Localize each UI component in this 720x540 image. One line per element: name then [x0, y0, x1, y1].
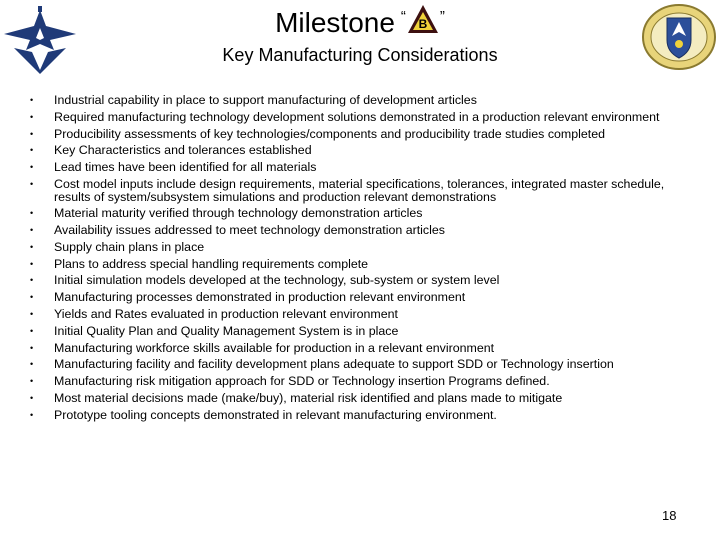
- bullet-dot-icon: •: [30, 308, 34, 319]
- bullet-item: [26, 325, 698, 338]
- bullet-text: Manufacturing facility and facility development plans adequate to support SDD or Technology insertion: [54, 357, 614, 372]
- bullet-dot-icon: •: [30, 241, 34, 252]
- bullet-dot-icon: •: [30, 275, 34, 286]
- bullet-item: [26, 291, 698, 304]
- title-text: Milestone: [275, 7, 395, 38]
- bullet-text: Most material decisions made (make/buy), material risk identified and plans made to mitigate: [54, 390, 563, 405]
- bullet-item: [26, 94, 698, 107]
- bullet-item: [26, 258, 698, 271]
- bullet-text: Lead times have been identified for all materials: [54, 160, 317, 175]
- bullet-text: Manufacturing workforce skills available for production in a relevant environment: [54, 340, 495, 355]
- bullet-text: Availability issues addressed to meet technology demonstration articles: [54, 223, 445, 238]
- bullet-list: [26, 94, 698, 425]
- bullet-item: [26, 111, 698, 124]
- bullet-text: Initial simulation models developed at the technology, sub-system or system level: [54, 273, 500, 288]
- page-number: 18: [662, 508, 677, 523]
- bullet-item: [26, 241, 698, 254]
- quote-open: “: [400, 8, 406, 25]
- bullet-text: Required manufacturing technology development solutions demonstrated in a production relevant environment: [54, 109, 660, 124]
- bullet-dot-icon: •: [30, 225, 34, 236]
- bullet-dot-icon: •: [30, 376, 34, 387]
- bullet-item: [26, 161, 698, 174]
- bullet-text: Plans to address special handling requirements complete: [54, 256, 369, 271]
- bullet-item: [26, 274, 698, 287]
- milestone-letter: B: [418, 17, 428, 31]
- afrl-shield-emblem: [640, 2, 718, 72]
- bullet-dot-icon: •: [30, 258, 34, 269]
- bullet-dot-icon: •: [30, 359, 34, 370]
- bullet-dot-icon: •: [30, 292, 34, 303]
- bullet-item: [26, 207, 698, 220]
- bullet-item: [26, 224, 698, 237]
- bullet-dot-icon: •: [30, 178, 34, 189]
- bullet-dot-icon: •: [30, 208, 34, 219]
- bullet-text: Supply chain plans in place: [54, 239, 205, 254]
- bullet-dot-icon: •: [30, 325, 34, 336]
- bullet-dot-icon: •: [30, 392, 34, 403]
- bullet-text: Material maturity verified through technology demonstration articles: [54, 206, 423, 221]
- bullet-dot-icon: •: [30, 111, 34, 122]
- bullet-item: [26, 128, 698, 141]
- slide-subtitle: Key Manufacturing Considerations: [222, 45, 498, 65]
- bullet-text: Yields and Rates evaluated in production relevant environment: [54, 306, 398, 321]
- bullet-dot-icon: •: [30, 128, 34, 139]
- bullet-text: Prototype tooling concepts demonstrated in relevant manufacturing environment.: [54, 407, 497, 422]
- slide-title: [0, 6, 720, 40]
- bullet-text: Initial Quality Plan and Quality Management System is in place: [54, 323, 399, 338]
- bullet-text: Industrial capability in place to support manufacturing of development articles: [54, 93, 477, 107]
- bullet-text: Manufacturing risk mitigation approach for SDD or Technology insertion Programs defined.: [54, 374, 550, 389]
- bullet-dot-icon: •: [30, 95, 34, 105]
- bullet-dot-icon: •: [30, 409, 34, 420]
- bullet-item: [26, 144, 698, 157]
- quote-close: ”: [439, 8, 445, 25]
- bullet-text: Cost model inputs include design requirements, material specifications, tolerances, integrated master schedule, results of system/subsystem simulations and production relevant demonstrations: [54, 176, 665, 204]
- milestone-triangle-icon: [407, 4, 439, 34]
- bullet-item: [26, 358, 698, 371]
- bullet-item: [26, 392, 698, 405]
- bullet-dot-icon: •: [30, 145, 34, 156]
- bullet-item: [26, 375, 698, 388]
- bullet-text: Producibility assessments of key technologies/components and producibility trade studies completed: [54, 126, 605, 141]
- bullet-item: [26, 409, 698, 422]
- bullet-dot-icon: •: [30, 162, 34, 173]
- bullet-item: [26, 178, 698, 203]
- bullet-item: [26, 342, 698, 355]
- bullet-text: Key Characteristics and tolerances established: [54, 143, 312, 158]
- bullet-text: Manufacturing processes demonstrated in production relevant environment: [54, 290, 466, 305]
- bullet-item: [26, 308, 698, 321]
- bullet-dot-icon: •: [30, 342, 34, 353]
